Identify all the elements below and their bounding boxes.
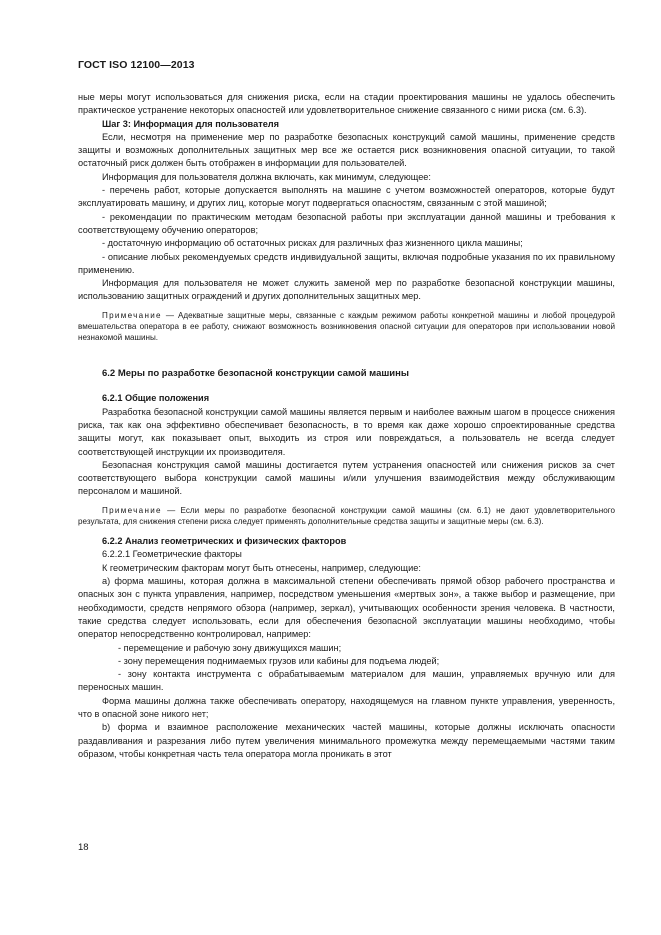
paragraph: Форма машины должна также обеспечивать оператору, находящемуся на главном пункте управления, уверенность, что в опасной зоне никого нет; <box>78 695 615 719</box>
paragraph: Информация для пользователя не может служить заменой мер по разработке безопасной конструкции машины, использованию защитных ограждений и других дополнительных защитных мер. <box>78 278 615 302</box>
list-item: - описание любых рекомендуемых средств индивидуальной защиты, включая подробные указания по их правильному применению. <box>78 251 615 275</box>
note-label: Примечание <box>102 505 162 515</box>
note-label: Примечание <box>102 310 162 320</box>
list-item: - перемещение и рабочую зону движущихся машин; <box>118 642 342 653</box>
note <box>78 310 615 344</box>
paragraph: Безопасная конструкция самой машины достигается путем устранения опасностей или снижения рисков за счет соответствующего выбора конструкции самой машины и/или улучшения взаимодействия между обслуживающим персоналом и машиной. <box>78 459 615 497</box>
subsection-heading: 6.2.2 Анализ геометрических и физических факторов <box>102 536 347 547</box>
document-header: ГОСТ ISO 12100—2013 <box>78 59 195 71</box>
paragraph: ные меры могут использоваться для снижения риска, если на стадии проектирования машины не удалось обеспечить практическое устранение некоторых опасностей или удовлетворительное снижение связанного с ними риска (см. 6.3). <box>78 92 615 116</box>
note <box>78 505 615 527</box>
list-item: - рекомендации по практическим методам безопасной работы при эксплуатации данной машины и требования к соответствующему обучению операторов; <box>78 211 615 235</box>
paragraph: К геометрическим факторам могут быть отнесены, например, следующие: <box>102 562 421 573</box>
list-item: - достаточную информацию об остаточных рисках для различных фаз жизненного цикла машины; <box>102 238 523 249</box>
paragraph: Если, несмотря на применение мер по разработке безопасных конструкций самой машины, применение средств защиты и возможных дополнительных защитных мер все же остается риск возникновения опасной ситуации, то такой остаточный риск должен быть отображен в информации для пользователей. <box>78 131 615 169</box>
section-heading: 6.2 Меры по разработке безопасной конструкции самой машины <box>102 368 409 380</box>
list-item: - перечень работ, которые допускается выполнять на машине с учетом возможностей операторов, которые будут эксплуатировать машину, и других лиц, которые могут подвергаться опасностям, связанным с этой машиной; <box>78 185 615 209</box>
paragraph: Информация для пользователя должна включать, как минимум, следующее: <box>102 171 431 182</box>
page-body <box>78 91 615 761</box>
list-item: - зону контакта инструмента с обрабатываемым материалом для машин, управляемых вручную или для переносных машин. <box>78 669 615 693</box>
list-item: - зону перемещения поднимаемых грузов или кабины для подъема людей; <box>118 655 440 666</box>
subsection-heading: 6.2.1 Общие положения <box>102 393 210 404</box>
note-text: — Если меры по разработке безопасной конструкции самой машины (см. 6.1) не дают удовлетворительного результата, для снижения степени риска следует применять дополнительные средства защиты и защитные меры (см. 6.3). <box>78 505 615 526</box>
paragraph: b) форма и взаимное расположение механических частей машины, которые должны исключать опасности раздавливания и разрезания либо путем увеличения минимального промежутка между перемещаемыми частями таким образом, чтобы конкретная часть тела оператора могла проникать в этот <box>78 722 615 759</box>
step-heading: Шаг 3: Информация для пользователя <box>102 118 280 129</box>
paragraph: Разработка безопасной конструкции самой машины является первым и наиболее важным шагом в процессе снижения риска, так как она эффективно обеспечивает безопасность, в то время как даже хорошо спроектированные средства защиты могут, как показывает опыт, выходить из строя или повреждаться, а пользователь не всегда следует соответствующей инструкции их производителя. <box>78 406 615 457</box>
page-number: 18 <box>78 842 89 853</box>
note-text: — Адекватные защитные меры, связанные с каждым режимом работы конкретной машины и любой процедурой вмешательства оператора в ее работу, снижают возможность возникновения опасной ситуации для операторов при использовании новой незнакомой машины. <box>78 310 615 343</box>
paragraph: 6.2.2.1 Геометрические факторы <box>102 549 242 560</box>
paragraph: а) форма машины, которая должна в максимальной степени обеспечивать прямой обзор рабочего пространства и опасных зон с пункта управления, например, посредством уменьшения «мертвых зон», а также выбор и размещение, при необходимости, средств непрямого обзора (например, зеркал), учитывающих особенности зрения человека. В частности, такие средства следует использовать, если для обеспечения безопасной эксплуатации машины необходимо, чтобы оператор непосредственно контролировал, например: <box>78 576 615 640</box>
